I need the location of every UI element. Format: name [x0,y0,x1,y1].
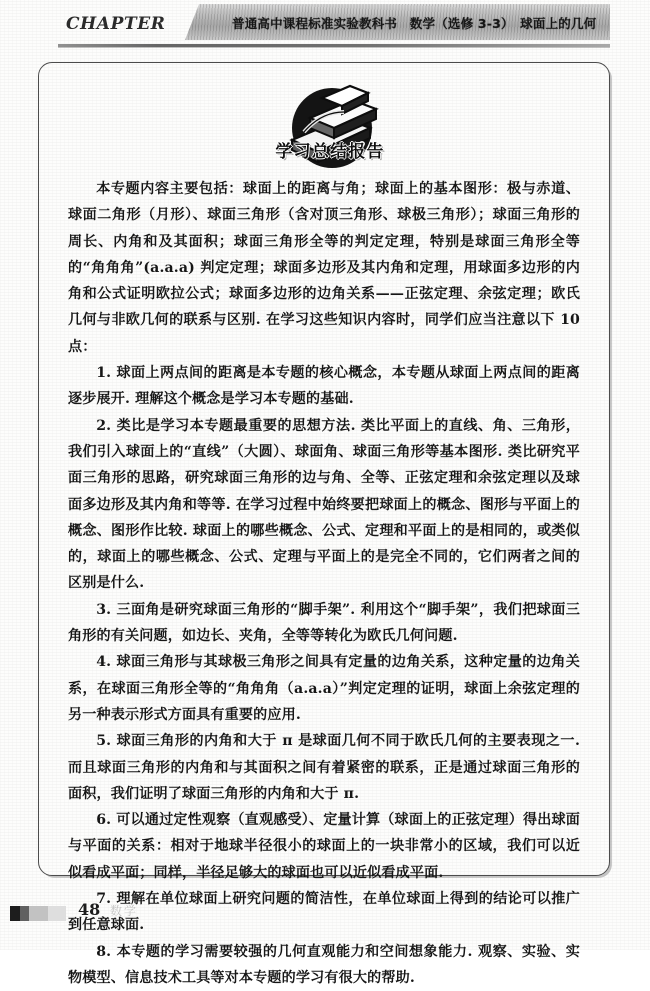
paragraph: 本专题内容主要包括：球面上的距离与角；球面上的基本图形：极与赤道、球面二角形（月形）、球面三角形（含对顶三角形、球极三角形）；球面三角形的周长、内角和及其面积；球面三角形全等的判定定理，特别是球面三角形全等的“角角角”(a.a.a) 判定定理；球面多边形及其内角和定理，用球面多边形的内角和公式证明欧拉公式；球面多边形的边角关系——正弦定理、余弦定理；欧氏几何与非欧几何的联系与区别. 在学习这些知识内容时，同学们应当注意以下 10 点： [68,181,580,355]
section-title: 学习总结报告 [275,142,385,162]
running-head [0,0,650,48]
paragraph: 7. 理解在单位球面上研究问题的简洁性，在单位球面上得到的结论可以推广到任意球面. [68,891,580,934]
paragraph: 1. 球面上两点间的距离是本专题的核心概念，本专题从球面上两点间的距离逐步展开. 理解这个概念是学习本专题的基础. [68,365,580,408]
book-title: 普通高中课程标准实验教科书 数学（选修 3-3） 球面上的几何 [232,16,597,31]
body-text [68,176,580,991]
paragraph: 6. 可以通过定性观察（直观感受）、定量计算（球面上的正弦定理）得出球面与平面的关系：相对于地球半径很小的球面上的一块非常小的区域，我们可以近似看成平面；同样，半径足够大的球面也可以近似看成平面. [68,812,580,881]
footer-ghost-mark: 数学 [110,904,139,918]
page-footer [0,880,650,950]
paragraph: 2. 类比是学习本专题最重要的思想方法. 类比平面上的直线、角、三角形，我们引入球面上的“直线”（大圆）、球面角、球面三角形等基本图形. 类比研究平面三角形的思路，研究球面三角形的边与角、全等、正弦定理和余弦定理以及球面多边形及其内角和等等. 在学习过程中始终要把球面上的概念、图形与平面上的概念、图形作比较. 球面上的哪些概念、公式、定理和平面上的是相同的，或类似的，球面上的哪些概念、公式、定理与平面上的是完全不同的，它们两者之间的区别是什么. [68,417,580,592]
folio-decoration-bar [10,906,66,921]
paragraph: 3. 三面角是研究球面三角形的“脚手架”. 利用这个“脚手架”，我们把球面三角形的有关问题，如边长、夹角，全等等转化为欧氏几何问题. [68,601,580,645]
header-rule-shadow [58,47,610,48]
paragraph: 5. 球面三角形的内角和大于 π 是球面几何不同于欧氏几何的主要表现之一. 而且球面三角形的内角和与其面积之间有着紧密的联系，正是通过球面三角形的面积，我们证明了球面三角形的内角和大于 π. [68,733,580,802]
chapter-label: CHAPTER [66,14,166,34]
paragraph: 8. 本专题的学习需要较强的几何直观能力和空间想象能力. 观察、实验、实物模型、信息技术工具等对本专题的学习有很大的帮助. [68,943,580,986]
page-number: 48 [78,900,101,919]
paragraph: 4. 球面三角形与其球极三角形之间具有定量的边角关系，这种定量的边角关系，在球面三角形全等的“角角角（a.a.a）”判定定理的证明，球面上余弦定理的另一种表示形式方面具有重要的应用. [68,654,580,723]
